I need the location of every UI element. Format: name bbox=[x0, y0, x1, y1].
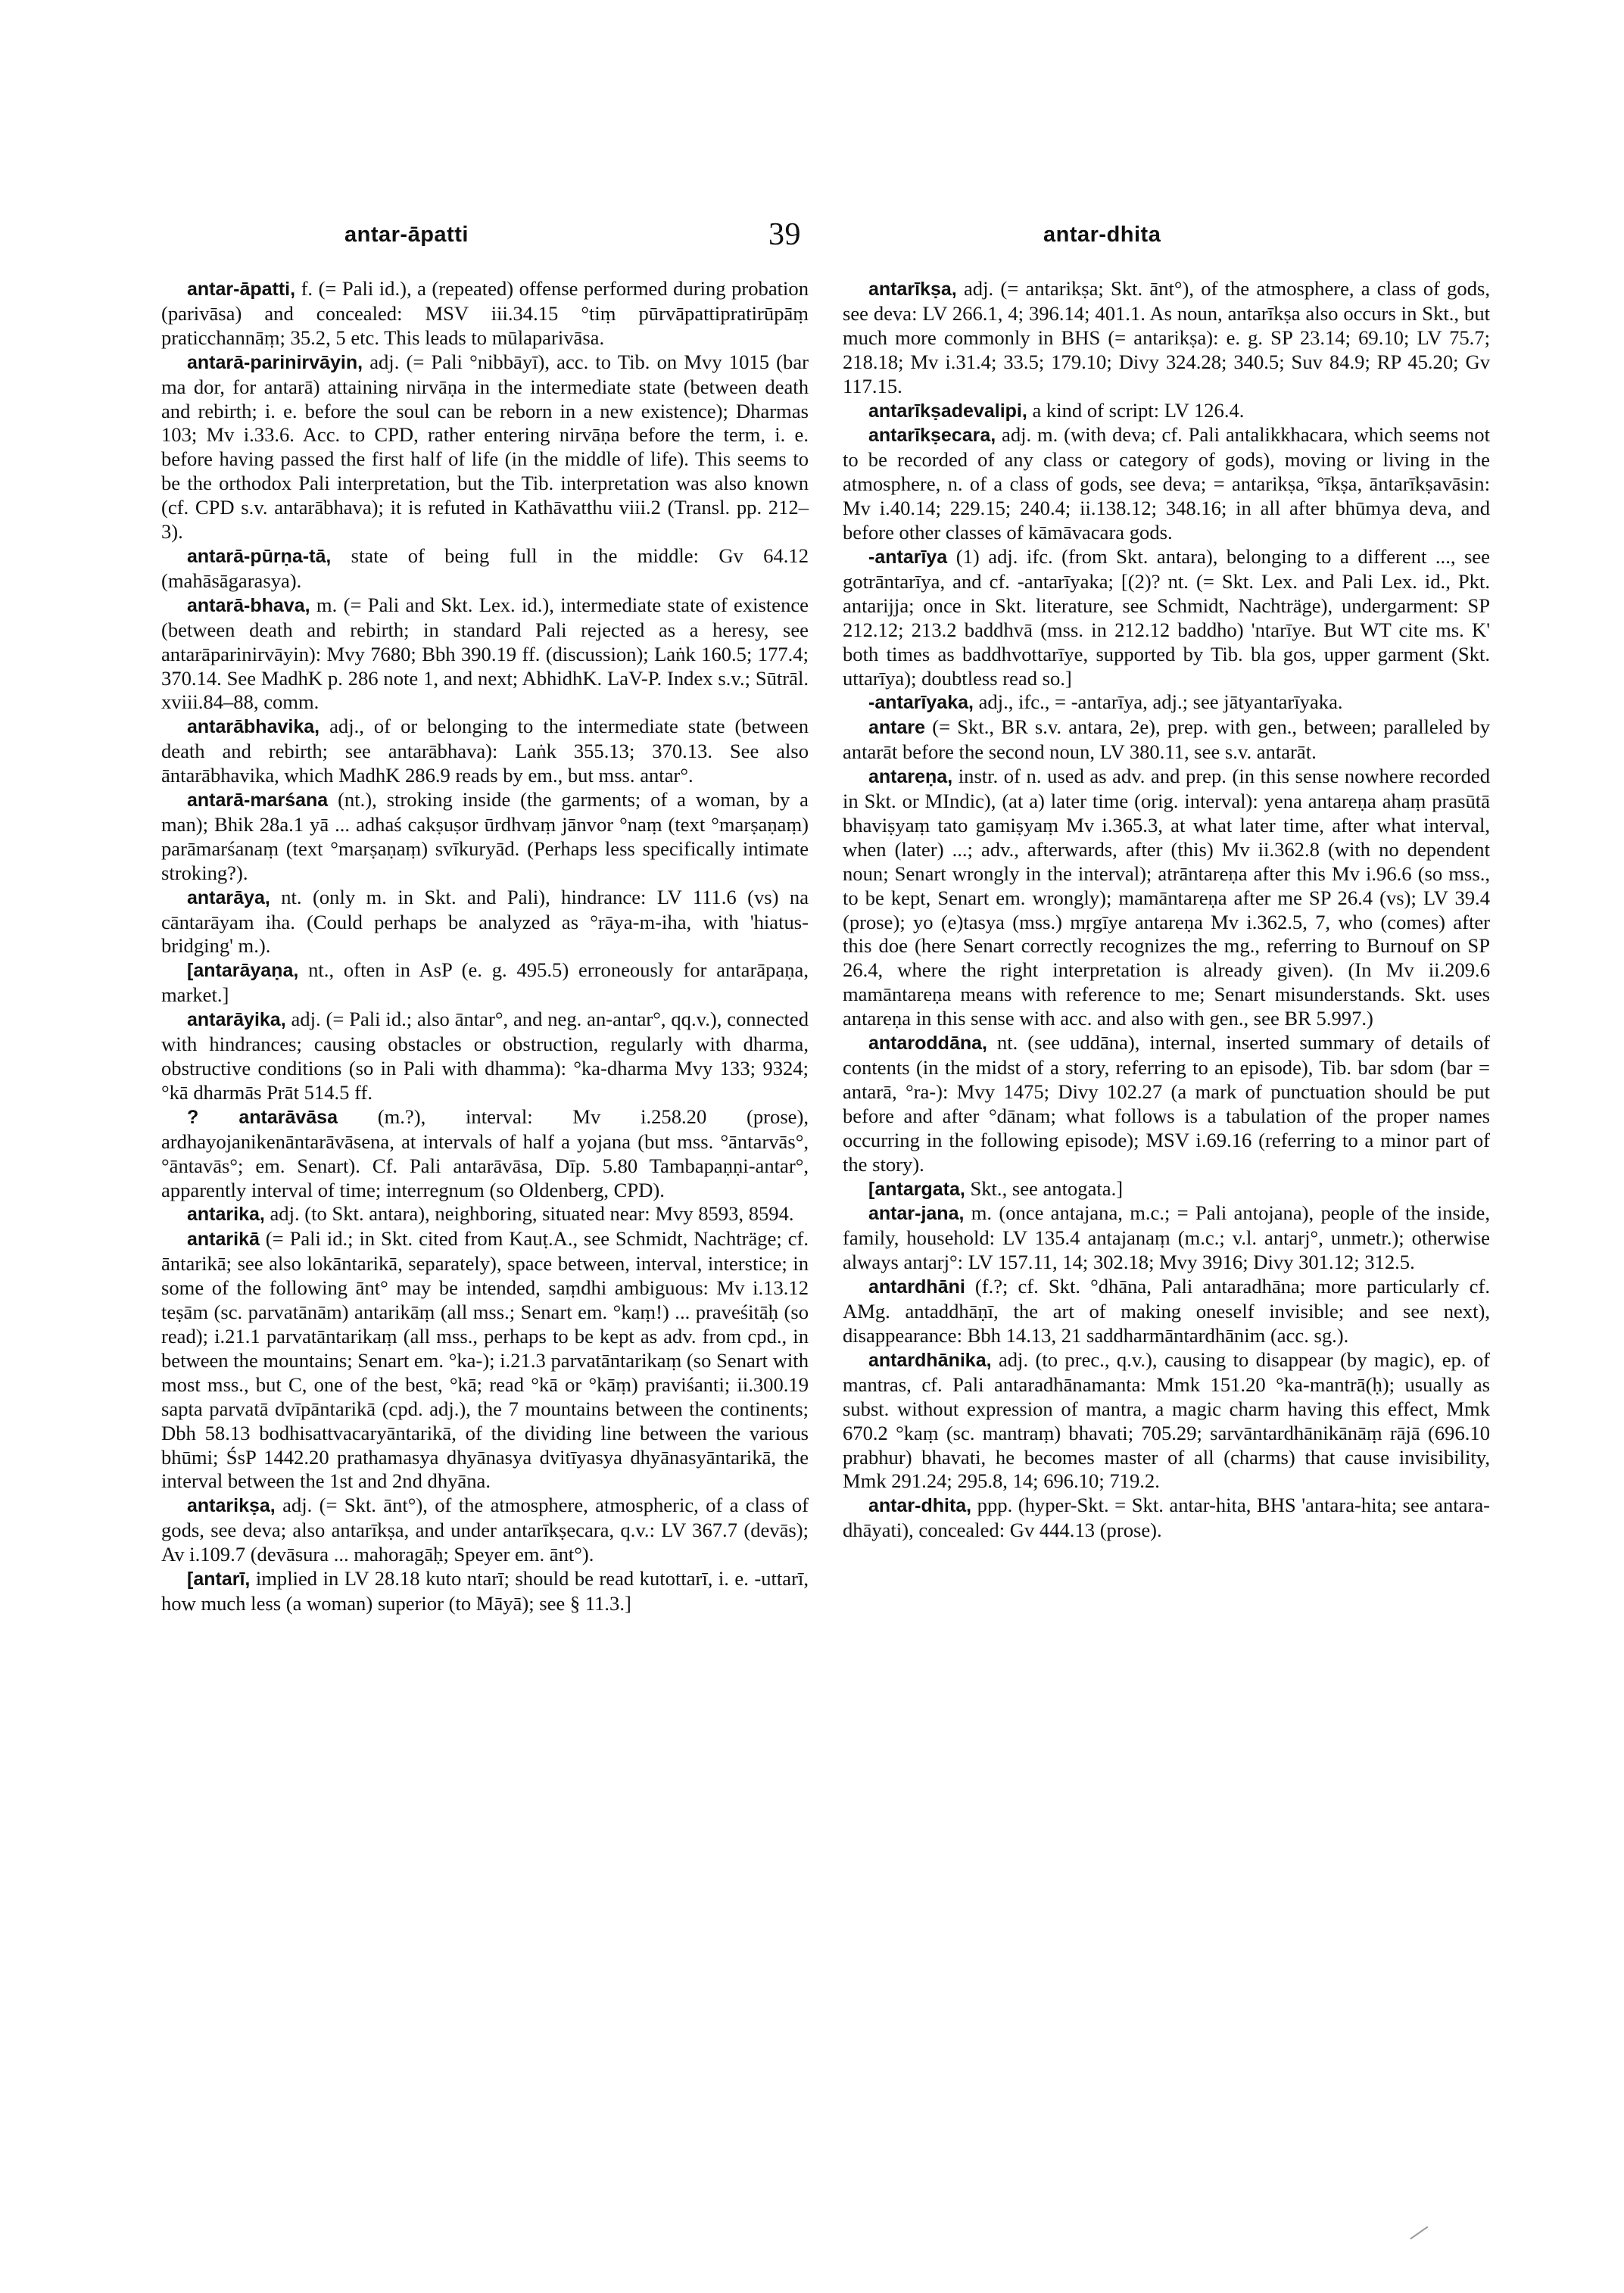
dictionary-entry bbox=[843, 1201, 1490, 1275]
entry-definition: f. (= Pali id.), a (repeated) offense performed during probation (parivāsa) and concealed: MSV iii.34.15 °tiṃ pūrvāpattipratirūpāṃ praticchannāṃ; 35.2, 5 etc. This leads to mūlaparivāsa. bbox=[161, 277, 809, 349]
entry-definition: adj. (to prec., q.v.), causing to disappear (by magic), ep. of mantras, cf. Pali antaradhānamanta: Mmk 151.20 °ka-mantrā(ḥ); usually as subst. without expression of mantra, a magic charm having this effect, Mmk 670.2 °kaṃ (sc. mantraṃ) bhavati; 705.29; sarvāntardhānikānāṃ rājā (696.10 prabhur) bhavati, he becomes master of all (charms) that cause invisibility, Mmk 291.24; 295.8, 14; 696.10; 719.2. bbox=[843, 1347, 1490, 1493]
dictionary-entry bbox=[843, 277, 1490, 399]
dictionary-entry bbox=[161, 277, 809, 350]
dictionary-entry bbox=[843, 765, 1490, 1031]
entry-headword: antareṇa, bbox=[868, 766, 953, 788]
entry-definition: adj. m. (with deva; cf. Pali antalikkhacara, which seems not to be recorded of any class or category of gods), moving or living in the atmosphere, n. of a class of gods, see deva; = antarikṣa, °īkṣa, āntarīkṣavāsin: Mv i.40.14; 229.15; 240.4; ii.138.12; 348.16; in all after bhūmya deva, and before other classes of kāmāvacara gods. bbox=[843, 423, 1490, 544]
dictionary-entry bbox=[161, 544, 809, 594]
dictionary-entry bbox=[161, 350, 809, 544]
entry-definition: nt. (only m. in Skt. and Pali), hindrance: LV 111.6 (vs) na cāntarāyam iha. (Could perhaps be analyzed as °rāya-m-iha, with 'hiatus-bridging' m.). bbox=[161, 885, 809, 958]
entry-definition: m. (= Pali and Skt. Lex. id.), intermediate state of existence (between death and rebirth; in standard Pali rejected as a heresy, see antarāparinirvāyin): Mvy 7680; Bbh 390.19 ff. (discussion); Laṅk 160.5; 177.4; 370.14. See MadhK p. 286 note 1, and next; AbhidhK. LaV-P. Index s.v.; Sūtrāl. xviii.84–88, comm. bbox=[161, 593, 809, 714]
dictionary-entry bbox=[161, 594, 809, 715]
dictionary-entry bbox=[161, 1202, 809, 1227]
dictionary-entry bbox=[843, 690, 1490, 715]
dictionary-entry bbox=[161, 886, 809, 959]
entry-definition: adj. (= Skt. ānt°), of the atmosphere, atmospheric, of a class of gods, see deva; also antarīkṣa, and under antarīkṣecara, q.v.: LV 367.7 (devās); Av i.109.7 (devāsura ... mahoragāḥ; Speyer em. ānt°). bbox=[161, 1494, 809, 1566]
entry-definition: adj. (= antarikṣa; Skt. ānt°), of the atmosphere, a class of gods, see deva: LV 266.1, 4; 396.14; 401.1. As noun, antarīkṣa also occurs in Skt., but much more commonly in BHS (= antarikṣa): e. g. SP 23.14; 69.10; LV 75.7; 218.18; Mv i.31.4; 33.5; 179.10; Divy 324.28; 340.5; Suv 84.9; RP 45.20; Gv 117.15. bbox=[843, 277, 1490, 397]
entry-headword: [antarāyaṇa, bbox=[187, 960, 299, 982]
dictionary-entry bbox=[843, 715, 1490, 765]
dictionary-entry bbox=[843, 399, 1490, 424]
entry-definition: adj. (= Pali id.; also āntar°, and neg. an-antar°, qq.v.), connected with hindrances; causing obstacles or obstruction, regularly with dharma, obstructive conditions (so in Pali with dhamma): °ka-dharma Mvy 133; 9324; °kā dharmās Prāt 514.5 ff. bbox=[161, 1008, 809, 1104]
entry-definition: instr. of n. used as adv. and prep. (in this sense nowhere recorded in Skt. or MIndic), (at a) later time (orig. interval): yena antareṇa ahaṃ prasūtā bhaviṣyaṃ tato gamiṣyaṃ Mv i.365.3, at what later time, after what interval, when (later) ...; adv., afterwards, after (this) Mv ii.362.8 (with no dependent noun; Senart wrongly in the interval); atrāntareṇa after this Mv i.96.6 (so mss., to be kept, Senart em. wrongly); mamāntareṇa after me SP 26.4 (vs); LV 39.4 (prose); yo (e)tasya (mss.) mṛgīye antareṇa Mv i.362.5, 7, who (comes) after this doe (here Senart correctly recognizes the mg., referring to Burnouf on SP 26.4, where the right interpretation is already given). (In Mv ii.209.6 mamāntareṇa means with reference to me; Senart misunderstands. Skt. uses antareṇa in this sense with acc. and also with gen., see BR 5.997.) bbox=[843, 765, 1490, 1030]
entry-headword: -antarīya bbox=[868, 546, 948, 568]
entry-definition: (f.?; cf. Skt. °dhāna, Pali antaradhāna; more particularly cf. AMg. antaddhāṇī, the art of making oneself invisible; and see next), disappearance: Bbh 14.13, 21 saddharmāntardhānim (acc. sg.). bbox=[843, 1275, 1490, 1347]
entry-headword: antarābhavika, bbox=[187, 716, 320, 738]
entry-definition: m. (once antajana, m.c.; = Pali antojana), people of the inside, family, household: LV 135.4 antajanaṃ (m.c.; v.l. antarj°, unmetr.); otherwise always antarj°: LV 157.11, 14; 302.18; Mvy 3916; Divy 301.12; 312.5. bbox=[843, 1201, 1490, 1274]
entry-headword: antarikṣa, bbox=[187, 1495, 276, 1517]
entry-definition: adj. (to Skt. antara), neighboring, situated near: Mvy 8593, 8594. bbox=[264, 1202, 794, 1226]
dictionary-entry bbox=[843, 423, 1490, 545]
dictionary-entry bbox=[161, 1227, 809, 1494]
entry-headword: antarāya, bbox=[187, 886, 270, 908]
running-header bbox=[0, 217, 1624, 268]
entry-definition: nt. (see uddāna), internal, inserted summary of details of contents (in the midst of a story, referring to an episode), Tib. bar sdom (bar = antarā, °ra-): Mvy 1475; Divy 102.27 (a mark of punctuation should be put before and after °dānam; what follows is a tabulation of the proper names occurring in the following episode); MSV i.69.16 (referring to a minor part of the story). bbox=[843, 1031, 1490, 1176]
entry-headword: antar-jana, bbox=[868, 1203, 965, 1225]
entry-headword: antarikā bbox=[187, 1229, 260, 1251]
entry-headword: antardhāni bbox=[868, 1276, 965, 1298]
entry-definition: (nt.), stroking inside (the garments; of a woman, by a man); Bhik 28a.1 yā ... adhaś cakṣuṣor ūrdhvaṃ jānvor °naṃ (text °marṣaṇaṃ) parāmarśanaṃ (text °marṣaṇaṃ) svīkuryād. (Perhaps less specifically intimate stroking?). bbox=[161, 788, 809, 884]
entry-definition: (= Pali id.; in Skt. cited from Kauṭ.A., see Schmidt, Nachträge; cf. āntarikā; see also lokāntarikā, separately), space between, interval, interstice; in some of the following ānt° may be intended, saṃdhi ambiguous: Mv i.13.12 teṣām (sc. parvatānām) antarikāṃ (all mss.; Senart em. °kaṃ!) ... praveśitāḥ (so read); i.21.1 parvatāntarikaṃ (all mss., perhaps to be kept as adv. from cpd., in between the mountains; Senart em. °ka-); i.21.3 parvatāntarikaṃ (so Senart with most mss., but C, one of the best, °kā; read °kā or °kāṃ) praviśanti; ii.300.19 sapta parvatā dvīpāntarikā (cpd. adj.), the 7 mountains between the continents; Dbh 58.13 bodhisattvacaryāntarikā, of the dividing line between the various bhūmi; ŚsP 1442.20 prathamasya dhyānasya dvitīyasya dhyānasyāntarikā, the interval between the 1st and 2nd dhyāna. bbox=[161, 1227, 809, 1493]
entry-headword: antarā-bhava, bbox=[187, 594, 310, 616]
page-number: 39 bbox=[768, 217, 801, 252]
entry-headword: antar-āpatti, bbox=[187, 279, 296, 300]
dictionary-entry bbox=[161, 958, 809, 1008]
dictionary-entry bbox=[161, 715, 809, 788]
entry-definition: adj., ifc., = -antarīya, adj.; see jātyantarīyaka. bbox=[973, 690, 1343, 714]
right-column bbox=[843, 277, 1490, 1543]
dictionary-entry bbox=[843, 1348, 1490, 1494]
entry-headword: antaroddāna, bbox=[868, 1033, 987, 1055]
entry-definition: nt., often in AsP (e. g. 495.5) erroneously for antarāpaṇa, market.] bbox=[161, 958, 809, 1007]
dictionary-entry bbox=[843, 545, 1490, 690]
entry-definition: (= Skt., BR s.v. antara, 2e), prep. with gen., between; paralleled by antarāt before the second noun, LV 380.11, see s.v. antarāt. bbox=[843, 715, 1490, 764]
entry-headword: antarīkṣadevalipi, bbox=[868, 400, 1027, 422]
entry-headword: [antargata, bbox=[868, 1178, 965, 1200]
entry-headword: antarā-pūrṇa-tā, bbox=[187, 545, 332, 567]
entry-headword: antare bbox=[868, 717, 926, 739]
entry-headword: antarika, bbox=[187, 1204, 265, 1226]
dictionary-entry bbox=[161, 1567, 809, 1616]
entry-headword: antarā-marśana bbox=[187, 790, 329, 812]
dictionary-entry bbox=[161, 1008, 809, 1105]
dictionary-entry bbox=[161, 1494, 809, 1567]
entry-headword: antarā-parinirvāyin, bbox=[187, 351, 363, 373]
left-running-headword: antar-āpatti bbox=[344, 223, 469, 247]
entry-definition: (m.?), interval: Mv i.258.20 (prose), ardhayojanikenāntarāvāsena, at intervals of half a yojana (but mss. °āntarvās°, °āntavās°; em. Senart). Cf. Pali antarāvāsa, Dīp. 5.80 Tambapaṇṇi-antar°, apparently interval of time; interregnum (so Oldenberg, CPD). bbox=[161, 1104, 809, 1201]
entry-definition: ppp. (hyper-Skt. = Skt. antar-hita, BHS 'antara-hita; see antara-dhāyati), concealed: Gv 444.13 (prose). bbox=[843, 1494, 1490, 1542]
dictionary-entry bbox=[161, 1105, 809, 1203]
entry-headword: antarīkṣecara, bbox=[868, 425, 996, 447]
entry-definition: state of being full in the middle: Gv 64.12 (mahāsāgarasya). bbox=[161, 544, 809, 592]
dictionary-entry bbox=[843, 1275, 1490, 1348]
entry-definition: adj., of or belonging to the intermediate state (between death and rebirth; see antarābhava): Laṅk 355.13; 370.13. See also āntarābhavika, which MadhK 286.9 reads by em., but mss. antar°. bbox=[161, 715, 809, 787]
entry-definition: Skt., see antogata.] bbox=[965, 1176, 1124, 1200]
right-running-headword: antar-dhita bbox=[1043, 223, 1161, 247]
dictionary-entry bbox=[843, 1494, 1490, 1543]
entry-headword: [antarī, bbox=[187, 1569, 251, 1590]
entry-definition: adj. (= Pali °nibbāyī), acc. to Tib. on Mvy 1015 (bar ma dor, for antarā) attaining nirvāṇa in the intermediate state (between death and rebirth; i. e. before the soul can be reborn in a new existence); Dharmas 103; Mv i.33.6. Acc. to CPD, rather entering nirvāṇa before the term, i. e. before having passed the first half of life (in the middle of life). This seems to be the orthodox Pali interpretation, but the Tib. interpretation was also known (cf. CPD s.v. antarābhava); it is refuted in Kathāvatthu viii.2 (Transl. pp. 212–3). bbox=[161, 350, 809, 544]
entry-headword: antardhānika, bbox=[868, 1349, 992, 1371]
entry-definition: implied in LV 28.18 kuto ntarī; should be read kutottarī, i. e. -uttarī, how much less (a woman) superior (to Māyā); see § 11.3.] bbox=[161, 1567, 809, 1615]
dictionary-entry bbox=[161, 788, 809, 886]
entry-definition: a kind of script: LV 126.4. bbox=[1027, 398, 1245, 422]
left-column bbox=[161, 277, 809, 1616]
entry-headword: -antarīyaka, bbox=[868, 692, 974, 714]
entry-headword: antar-dhita, bbox=[868, 1495, 972, 1517]
entry-definition: (1) adj. ifc. (from Skt. antara), belonging to a different ..., see gotrāntarīya, and cf. -antarīyaka; [(2)? nt. (= Skt. Lex. and Pali Lex. id., Pkt. antarijja; once in Skt. literature, see Schmidt, Nachträge), undergarment: SP 212.12; 213.2 baddhvā (mss. in 212.12 baddho) 'ntarīye. But WT cite ms. K' both times as baddhvottarīye, supported by Tib. bla gos, upper garment (Skt. uttarīya); doubtless read so.] bbox=[843, 544, 1490, 690]
dictionary-entry bbox=[843, 1031, 1490, 1176]
entry-headword: ? antarāvāsa bbox=[187, 1106, 338, 1128]
entry-headword: antarīkṣa, bbox=[868, 279, 957, 300]
dictionary-entry bbox=[843, 1177, 1490, 1202]
entry-headword: antarāyika, bbox=[187, 1009, 286, 1031]
pencil-mark bbox=[1410, 2226, 1431, 2244]
